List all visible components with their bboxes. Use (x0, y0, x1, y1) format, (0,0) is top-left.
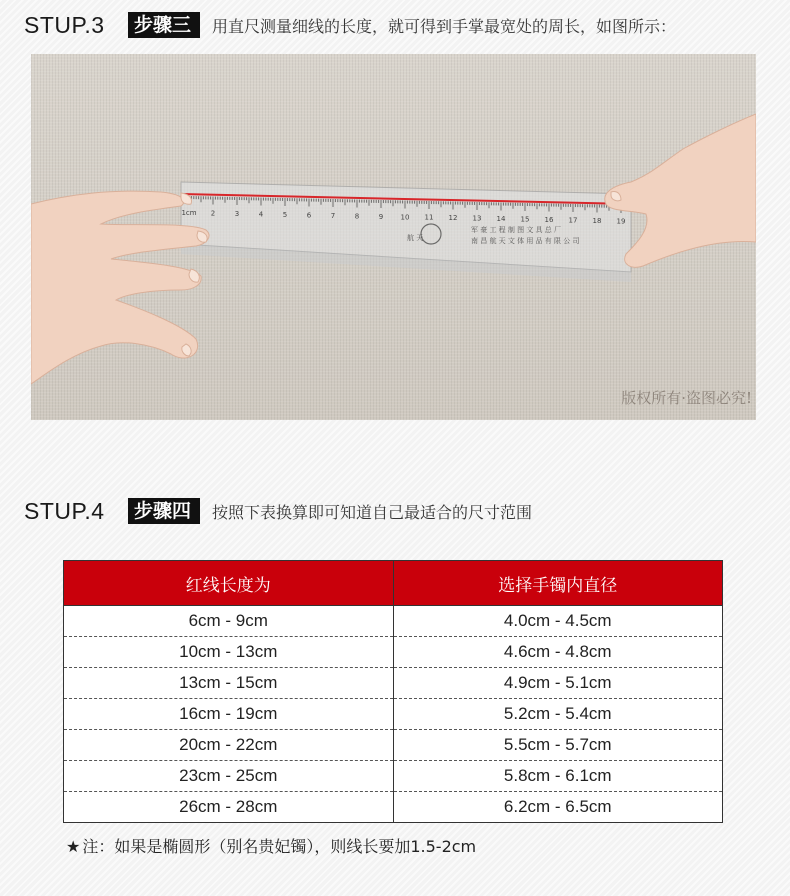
header-bangle-diameter: 选择手镯内直径 (393, 561, 723, 606)
ruler-maker-line2: 南 昌 航 天 文 体 用 品 有 限 公 司 (471, 237, 580, 245)
ruler-number: 13 (472, 214, 482, 223)
step4-heading (24, 496, 532, 526)
oval-bangle-note (66, 834, 476, 857)
thread-length-cell: 13cm - 15cm (64, 668, 394, 699)
step3-label: STUP.3 (24, 11, 105, 38)
thread-length-cell: 10cm - 13cm (64, 637, 394, 668)
step3-description: 用直尺测量细线的长度，就可得到手掌最宽处的周长，如图所示： (212, 16, 677, 36)
ruler-number: 9 (378, 212, 384, 221)
thread-length-cell: 20cm - 22cm (64, 730, 394, 761)
ruler-brand-text: 航 天 (407, 234, 424, 242)
ruler-number: 5 (282, 210, 288, 219)
table-row (64, 792, 723, 823)
ruler-number: 2 (210, 209, 216, 218)
ruler-number: 10 (400, 213, 410, 222)
table-header-row (64, 561, 723, 606)
inner-diameter-cell: 4.0cm - 4.5cm (393, 606, 723, 637)
note-text: 注：如果是椭圆形（别名贵妃镯），则线长要加1.5-2cm (82, 837, 477, 856)
step4-label: STUP.4 (24, 497, 105, 524)
inner-diameter-cell: 4.9cm - 5.1cm (393, 668, 723, 699)
thread-length-cell: 23cm - 25cm (64, 761, 394, 792)
ruler-number: 6 (306, 211, 312, 220)
table-row (64, 668, 723, 699)
ruler-number: 11 (424, 213, 434, 222)
photo-watermark: 版权所有·盗图必究! (621, 389, 752, 407)
table-row (64, 730, 723, 761)
hands-ruler-illustration (31, 54, 756, 420)
ruler-number: 17 (568, 216, 578, 225)
header-thread-length: 红线长度为 (64, 561, 394, 606)
size-conversion-table (63, 560, 723, 823)
inner-diameter-cell: 5.5cm - 5.7cm (393, 730, 723, 761)
inner-diameter-cell: 5.2cm - 5.4cm (393, 699, 723, 730)
table-row (64, 699, 723, 730)
ruler-number: 16 (544, 216, 554, 225)
step4-description: 按照下表换算即可知道自己最适合的尺寸范围 (212, 502, 533, 522)
step3-heading (24, 10, 676, 40)
thread-length-cell: 6cm - 9cm (64, 606, 394, 637)
inner-diameter-cell: 6.2cm - 6.5cm (503, 797, 612, 816)
thread-length-cell: 26cm - 28cm (64, 792, 394, 823)
table-row (64, 637, 723, 668)
ruler-number: 3 (234, 209, 240, 218)
star-icon: ★ (66, 837, 81, 856)
ruler-number: 19 (616, 217, 626, 226)
ruler-number: 14 (496, 215, 506, 224)
ruler-number: 1cm (181, 209, 197, 217)
measuring-photo (31, 54, 756, 420)
ruler-maker-line1: 军 豪 工 程 制 图 文 具 总 厂 (471, 226, 562, 234)
ruler-number: 15 (520, 215, 530, 224)
ruler-number: 8 (354, 212, 360, 221)
step4-badge: 步骤四 (128, 498, 200, 524)
ruler-number: 18 (592, 217, 602, 226)
inner-diameter-cell: 4.6cm - 4.8cm (393, 637, 723, 668)
ruler-number: 12 (448, 214, 458, 223)
table-row (64, 606, 723, 637)
ruler-number: 7 (330, 211, 336, 220)
thread-length-cell: 16cm - 19cm (64, 699, 394, 730)
table-row (64, 761, 723, 792)
step3-badge: 步骤三 (128, 12, 200, 38)
ruler-number: 4 (258, 210, 264, 219)
inner-diameter-cell: 5.8cm - 6.1cm (393, 761, 723, 792)
